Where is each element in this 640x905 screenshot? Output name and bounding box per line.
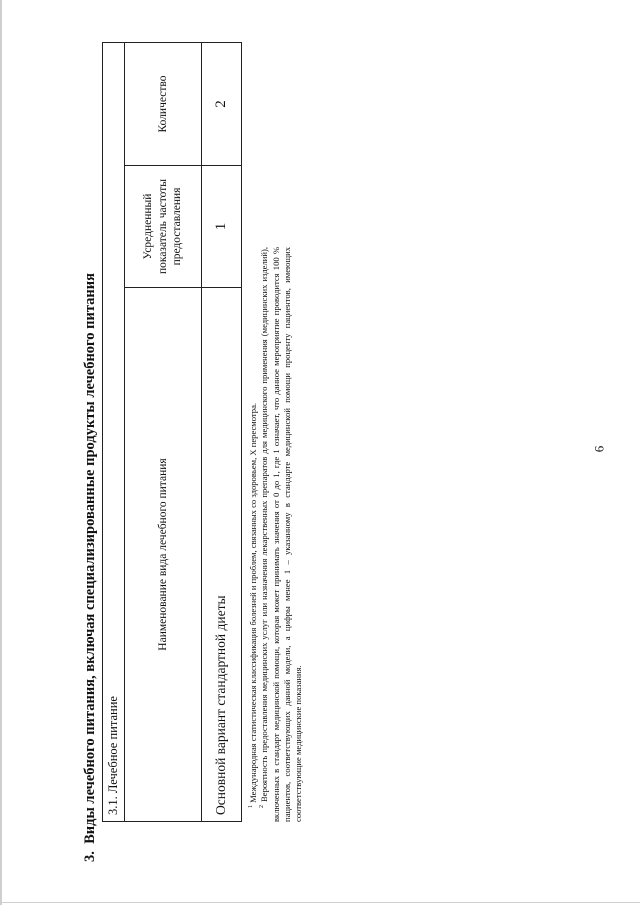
footnotes (248, 247, 305, 822)
footnote-1 (248, 247, 259, 822)
column-header-quantity: Количество (156, 75, 169, 133)
section-heading (82, 42, 104, 862)
footnote-2 (259, 247, 304, 822)
table-group-header: 3.1. Лечебное питание (103, 43, 125, 821)
scan-edge-line (0, 0, 2, 905)
cell-quantity: 2 (213, 100, 230, 108)
column-header-frequency: Усредненный показатель частоты предоставления (125, 165, 201, 287)
section-title: Виды лечебного питания, включая специализированные продукты лечебного питания (82, 273, 98, 844)
nutrition-table (102, 42, 242, 822)
section-number: 3. (82, 851, 98, 862)
footnote-text: Вероятность предоставления медицинских услуг или назначения лекарственных препаратов для медицинского применения (медицинских изделий), включенных в стандарт медицинской помощи, которая может принимать значения от 0 до 1, где 1 означает, что данное мероприятие проводится 100 % пациентов, соответствующих данной модели, а цифры менее 1 – указанному в стандарте медицинской помощи проценту пациентов, имеющих соответствующие медицинские показания. (259, 247, 304, 822)
footnote-mark: 2 (259, 805, 266, 808)
scan-edge-line (0, 902, 640, 903)
table-column-headers (125, 43, 202, 821)
cell-diet-name: Основной вариант стандартной диеты (202, 287, 241, 821)
page-number: 6 (591, 445, 607, 453)
footnote-mark: 1 (248, 805, 255, 808)
table-row (202, 43, 241, 821)
cell-frequency: 1 (202, 165, 241, 287)
rotated-page-content (82, 42, 382, 862)
column-header-name: Наименование вида лечебного питания (125, 287, 201, 821)
footnote-text: Международная статистическая классификация болезней и проблем, связанных со здоровьем, X пересмотра. (248, 402, 258, 803)
